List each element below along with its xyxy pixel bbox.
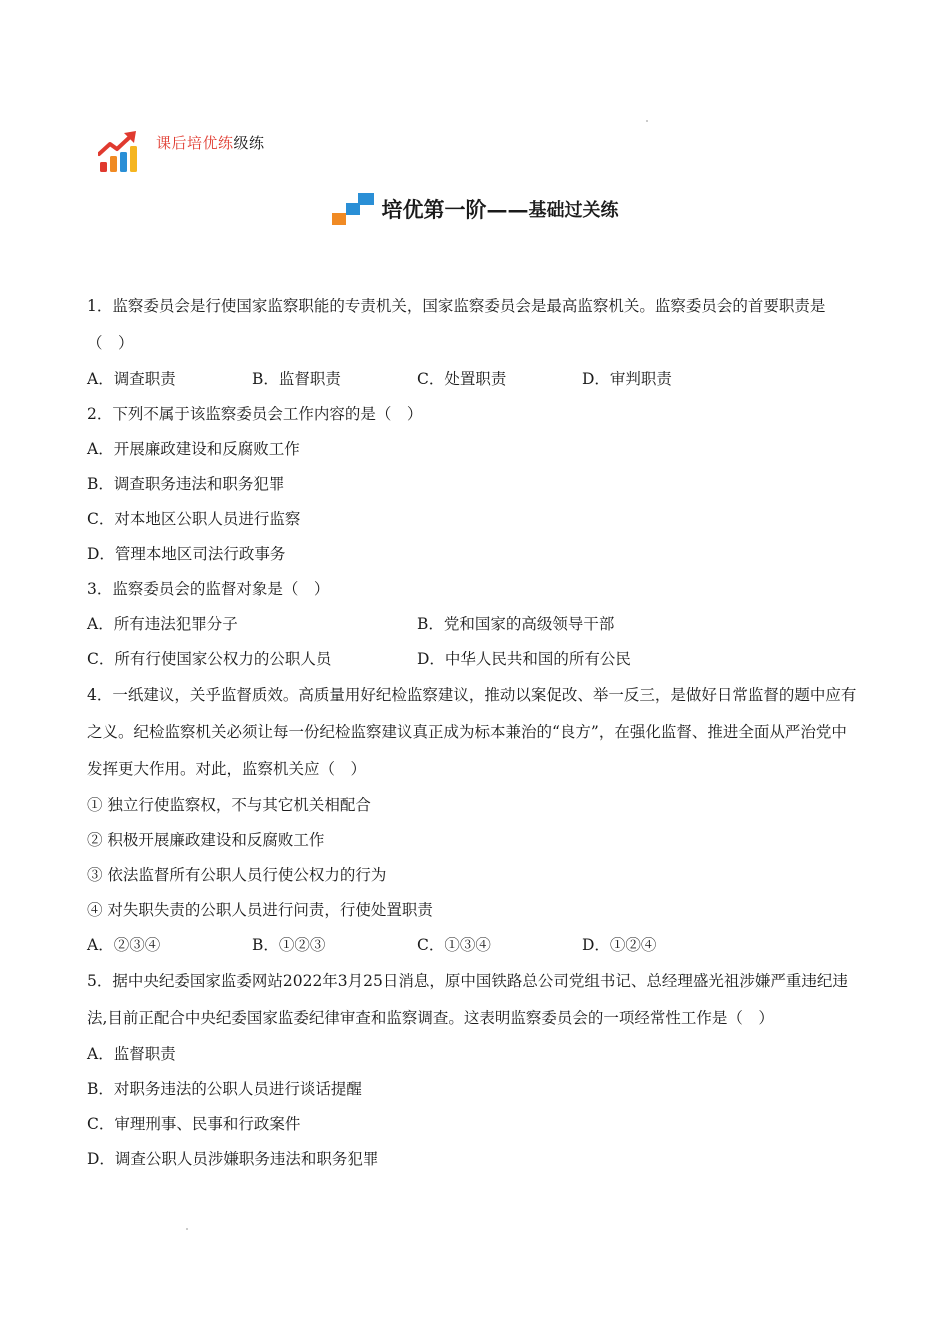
option[interactable]: B．党和国家的高级领导干部 — [417, 615, 615, 633]
options-row — [87, 362, 867, 397]
statement-item: ② 积极开展廉政建设和反腐败工作 — [87, 831, 325, 849]
option[interactable]: A．所有违法犯罪分子 — [87, 615, 238, 633]
question-stem: 3．监察委员会的监督对象是（ ） — [87, 580, 330, 598]
options-row — [87, 928, 867, 963]
growth-chart-icon — [98, 128, 142, 174]
stairs-icon — [332, 193, 374, 225]
badge-label-black: 级练 — [233, 134, 265, 152]
option[interactable]: B．①②③ — [252, 936, 326, 954]
options-row — [87, 642, 867, 677]
badge-label — [156, 132, 265, 153]
options-row — [87, 607, 867, 642]
option[interactable]: A．②③④ — [87, 936, 161, 954]
question-stem: 4．一纸建议，关乎监督质效。高质量用好纪检监察建议，推动以案促改、举一反三，是做好日常监督的题中应有之义。纪检监察机关必须让每一份纪检监察建议真正成为标本兼治的“良方”，在强化监督、推进全面从严治党中发挥更大作用。对此，监察机关应（ ） — [87, 686, 857, 778]
header-badge — [98, 128, 265, 174]
option[interactable]: C．所有行使国家公权力的公职人员 — [87, 650, 332, 668]
decorative-dot — [186, 1228, 188, 1230]
option[interactable]: C．审理刑事、民事和行政案件 — [87, 1115, 301, 1133]
option[interactable]: D．管理本地区司法行政事务 — [87, 545, 286, 563]
option[interactable]: B．调查职务违法和职务犯罪 — [87, 475, 285, 493]
option[interactable]: C．对本地区公职人员进行监察 — [87, 510, 301, 528]
question-list — [87, 288, 867, 1177]
statement-item: ④ 对失职失责的公职人员进行问责，行使处置职责 — [87, 901, 433, 919]
question-stem: 2．下列不属于该监察委员会工作内容的是（ ） — [87, 405, 423, 423]
badge-label-red: 课后培优练 — [156, 134, 234, 152]
option[interactable]: A．开展廉政建设和反腐败工作 — [87, 440, 300, 458]
statement-item: ① 独立行使监察权，不与其它机关相配合 — [87, 796, 371, 814]
statement-item: ③ 依法监督所有公职人员行使公权力的行为 — [87, 866, 387, 884]
option[interactable]: C．①③④ — [417, 936, 491, 954]
stage-title-text: 培优第一阶 — [381, 198, 487, 222]
stage-title — [0, 193, 950, 225]
stage-subtitle: 基础过关练 — [528, 200, 619, 221]
option[interactable]: C．处置职责 — [417, 370, 507, 388]
question-stem: 1．监察委员会是行使国家监察职能的专责机关，国家监察委员会是最高监察机关。监察委员会的首要职责是（ ） — [87, 297, 826, 352]
option[interactable]: D．调查公职人员涉嫌职务违法和职务犯罪 — [87, 1150, 379, 1168]
option[interactable]: B．监督职责 — [252, 370, 341, 388]
option[interactable]: B．对职务违法的公职人员进行谈话提醒 — [87, 1080, 362, 1098]
option[interactable]: A．监督职责 — [87, 1045, 176, 1063]
option[interactable]: A．调查职责 — [87, 370, 176, 388]
decorative-dot — [646, 120, 648, 122]
option[interactable]: D．审判职责 — [582, 370, 672, 388]
question-stem: 5．据中央纪委国家监委网站2022年3月25日消息，原中国铁路总公司党组书记、总经理盛光祖涉嫌严重违纪违法,目前正配合中央纪委国家监委纪律审查和监察调查。这表明监察委员会的一项经常性工作是（ ） — [87, 972, 848, 1027]
stage-title-dash: —— — [486, 196, 529, 222]
option[interactable]: D．中华人民共和国的所有公民 — [417, 650, 631, 668]
option[interactable]: D．①②④ — [582, 936, 657, 954]
